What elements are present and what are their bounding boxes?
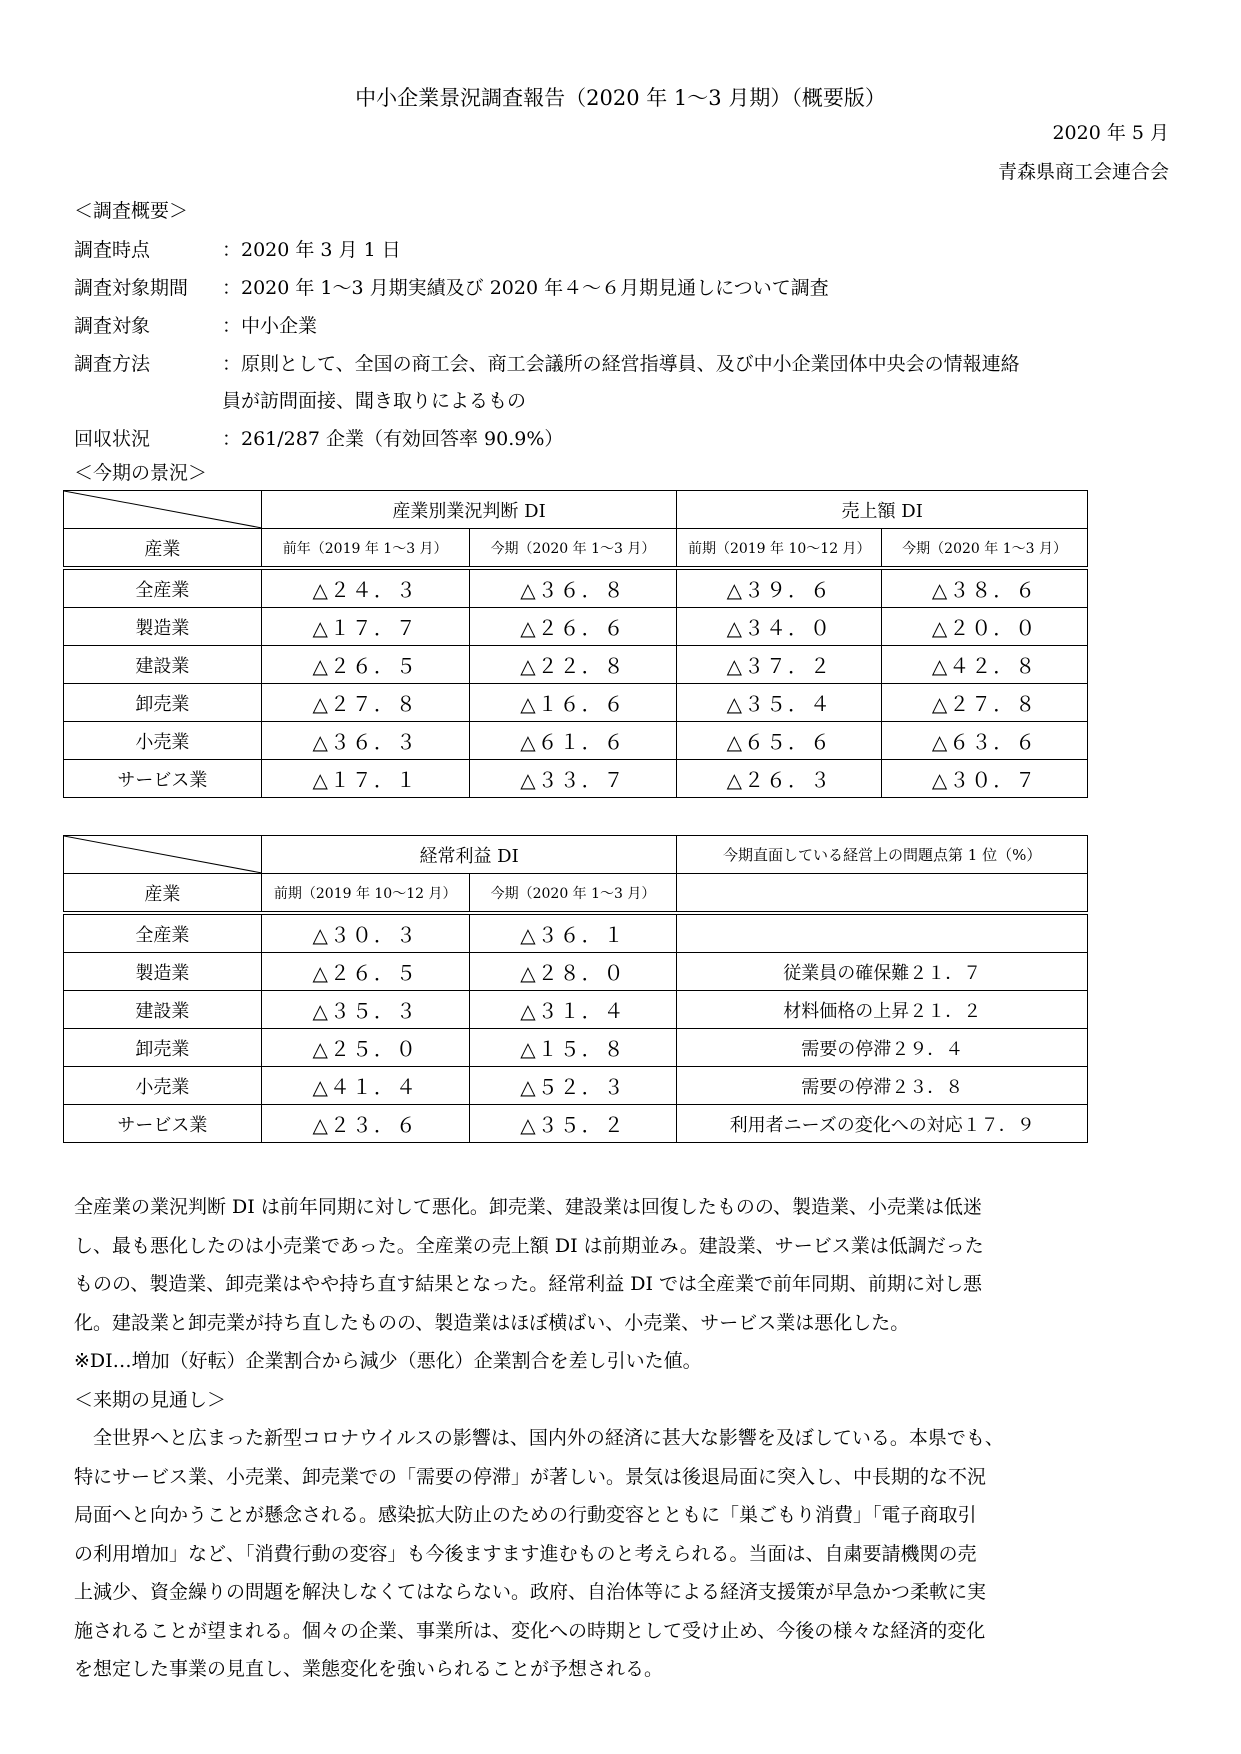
overview-row-target <box>74 311 317 338</box>
industry-cell: 全産業 <box>64 913 262 953</box>
table-row <box>64 646 1088 684</box>
outlook-line: 局面へと向かうことが懸念される。感染拡大防止のための行動変容とともに「巣ごもり消費」「電子商取引 <box>74 1504 977 1526</box>
di-value-cell: △１６．６ <box>469 684 677 722</box>
industry-cell: 建設業 <box>64 991 262 1029</box>
table-business-and-sales-di <box>63 490 1088 798</box>
di-value-cell: △１７．１ <box>261 760 469 798</box>
industry-cell: 製造業 <box>64 953 262 991</box>
di-value-cell: △６１．６ <box>469 722 677 760</box>
problem-cell <box>677 913 1088 953</box>
outlook-line: の利用増加」など、「消費行動の変容」も今後ますます進むものと考えられる。当面は、自粛要請機関の売 <box>74 1542 977 1565</box>
overview-value: ：原則として、全国の商工会、商工会議所の経営指導員、及び中小企業団体中央会の情報連絡 <box>222 353 1020 375</box>
outlook-heading: ＜来期の見通し＞ <box>74 1388 227 1411</box>
di-value-cell: △３５．３ <box>261 991 469 1029</box>
group-header-top-problem: 今期直面している経営上の問題点第 1 位（%） <box>677 836 1088 874</box>
di-value-cell: △６３．６ <box>882 722 1088 760</box>
overview-row-period <box>74 273 829 300</box>
summary-note: ※DI…増加（好転）企業割合から減少（悪化）企業割合を差し引いた値。 <box>74 1350 702 1372</box>
di-value-cell: △２７．８ <box>882 684 1088 722</box>
di-value-cell: △２７．８ <box>261 684 469 722</box>
summary-line: 全産業の業況判断 DI は前年同期に対して悪化。卸売業、建設業は回復したものの、製造業、小売業は低迷 <box>74 1196 983 1218</box>
table-row <box>64 722 1088 760</box>
overview-row-time <box>74 235 401 262</box>
industry-cell: 製造業 <box>64 608 262 646</box>
column-header: 今期（2020 年 1～3 月） <box>469 874 677 914</box>
overview-value: ：中小企業 <box>222 315 318 337</box>
di-value-cell: △３４．０ <box>677 608 882 646</box>
table-row <box>64 608 1088 646</box>
column-header: 今期（2020 年 1～3 月） <box>469 529 677 569</box>
overview-value: ：2020 年 3 月 1 日 <box>222 239 401 261</box>
overview-value: ：261/287 企業（有効回答率 90.9%） <box>222 428 564 450</box>
diagonal-line <box>64 836 262 873</box>
column-header-empty <box>677 874 1088 914</box>
di-value-cell: △３７．２ <box>677 646 882 684</box>
report-title: 中小企業景況調査報告（2020 年 1～3 月期）（概要版） <box>355 86 886 110</box>
overview-heading: ＜調査概要＞ <box>74 200 189 222</box>
outlook-line: 上減少、資金繰りの問題を解決しなくてはならない。政府、自治体等による経済支援策が早急かつ柔軟に実 <box>74 1581 987 1603</box>
summary-line: ものの、製造業、卸売業はやや持ち直す結果となった。経常利益 DI では全産業で前年同期、前期に対し悪 <box>74 1273 983 1295</box>
table-row <box>64 568 1088 608</box>
overview-key: 調査対象 <box>74 315 151 337</box>
di-value-cell: △２４．３ <box>261 568 469 608</box>
industry-cell: 小売業 <box>64 1067 262 1105</box>
table-row <box>64 1105 1088 1143</box>
di-value-cell: △２２．８ <box>469 646 677 684</box>
di-value-cell: △２６．６ <box>469 608 677 646</box>
table1-body <box>64 568 1088 798</box>
overview-row-method <box>74 349 1020 376</box>
table-row <box>64 991 1088 1029</box>
industry-cell: 全産業 <box>64 568 262 608</box>
table-profit-di-and-problems <box>63 835 1088 1143</box>
overview-key: 回収状況 <box>74 428 151 450</box>
column-header: 今期（2020 年 1～3 月） <box>882 529 1088 569</box>
column-header: 前期（2019 年 10～12 月） <box>261 874 469 914</box>
table-row <box>64 1029 1088 1067</box>
di-value-cell: △２６．５ <box>261 646 469 684</box>
diagonal-header-cell <box>64 491 262 529</box>
column-header-industry: 産業 <box>64 874 262 914</box>
problem-cell: 材料価格の上昇２１．２ <box>677 991 1088 1029</box>
di-value-cell: △３３．７ <box>469 760 677 798</box>
overview-key: 調査時点 <box>74 239 151 261</box>
di-value-cell: △３０．７ <box>882 760 1088 798</box>
problem-cell: 従業員の確保難２１．７ <box>677 953 1088 991</box>
overview-key: 調査方法 <box>74 353 151 375</box>
group-header-business-di: 産業別業況判断 DI <box>261 491 677 529</box>
di-value-cell: △６５．６ <box>677 722 882 760</box>
di-value-cell: △１５．８ <box>469 1029 677 1067</box>
outlook-line: を想定した事業の見直し、業態変化を強いられることが予想される。 <box>74 1658 664 1680</box>
current-heading: ＜今期の景況＞ <box>74 462 208 484</box>
table2-body <box>64 913 1088 1143</box>
di-value-cell: △２６．５ <box>261 953 469 991</box>
table-row <box>64 953 1088 991</box>
di-value-cell: △２０．０ <box>882 608 1088 646</box>
table-row <box>64 760 1088 798</box>
overview-value: ：2020 年 1～3 月期実績及び 2020 年４～６月期見通しについて調査 <box>222 277 829 299</box>
industry-cell: 卸売業 <box>64 1029 262 1067</box>
industry-cell: 建設業 <box>64 646 262 684</box>
problem-cell: 需要の停滞２３．８ <box>677 1067 1088 1105</box>
problem-cell: 利用者ニーズの変化への対応１７．９ <box>677 1105 1088 1143</box>
di-value-cell: △３６．１ <box>469 913 677 953</box>
di-value-cell: △３１．４ <box>469 991 677 1029</box>
summary-line: 化。建設業と卸売業が持ち直したものの、製造業はほぼ横ばい、小売業、サービス業は悪化した。 <box>74 1311 910 1334</box>
table-row <box>64 1067 1088 1105</box>
overview-key: 調査対象期間 <box>74 277 189 299</box>
industry-cell: 卸売業 <box>64 684 262 722</box>
di-value-cell: △４１．４ <box>261 1067 469 1105</box>
di-value-cell: △３０．３ <box>261 913 469 953</box>
di-value-cell: △３５．２ <box>469 1105 677 1143</box>
organization-name: 青森県商工会連合会 <box>997 161 1169 183</box>
overview-method-continued: 員が訪問面接、聞き取りによるもの <box>222 390 527 412</box>
column-header-industry: 産業 <box>64 529 262 569</box>
di-value-cell: △１７．７ <box>261 608 469 646</box>
diagonal-line <box>64 491 262 528</box>
di-value-cell: △３５．４ <box>677 684 882 722</box>
di-value-cell: △３９．６ <box>677 568 882 608</box>
outlook-line: 全世界へと広まった新型コロナウイルスの影響は、国内外の経済に甚大な影響を及ぼしている。本県でも、 <box>93 1427 1004 1449</box>
di-value-cell: △３６．３ <box>261 722 469 760</box>
outlook-line: 施されることが望まれる。個々の企業、事業所は、変化への時期として受け止め、今後の様々な経済的変化 <box>74 1619 986 1642</box>
di-value-cell: △４２．８ <box>882 646 1088 684</box>
industry-cell: サービス業 <box>64 760 262 798</box>
column-header: 前年（2019 年 1～3 月） <box>261 529 469 569</box>
report-date: 2020 年 5 月 <box>1052 122 1169 144</box>
diagonal-header-cell <box>64 836 262 874</box>
di-value-cell: △２５．０ <box>261 1029 469 1067</box>
table-row <box>64 913 1088 953</box>
industry-cell: サービス業 <box>64 1105 262 1143</box>
di-value-cell: △２６．３ <box>677 760 882 798</box>
di-value-cell: △２８．０ <box>469 953 677 991</box>
group-header-sales-di: 売上額 DI <box>677 491 1088 529</box>
di-value-cell: △２３．６ <box>261 1105 469 1143</box>
table-row <box>64 684 1088 722</box>
group-header-profit-di: 経常利益 DI <box>261 836 677 874</box>
summary-paragraph <box>74 1188 1172 1689</box>
di-value-cell: △３６．８ <box>469 568 677 608</box>
industry-cell: 小売業 <box>64 722 262 760</box>
di-value-cell: △５２．３ <box>469 1067 677 1105</box>
problem-cell: 需要の停滞２９．４ <box>677 1029 1088 1067</box>
column-header: 前期（2019 年 10～12 月） <box>677 529 882 569</box>
summary-line: し、最も悪化したのは小売業であった。全産業の売上額 DI は前期並み。建設業、サービス業は低調だった <box>74 1234 984 1257</box>
outlook-line: 特にサービス業、小売業、卸売業での「需要の停滞」が著しい。景気は後退局面に突入し、中長期的な不況 <box>74 1465 987 1488</box>
overview-row-collection <box>74 424 563 451</box>
di-value-cell: △３８．６ <box>882 568 1088 608</box>
